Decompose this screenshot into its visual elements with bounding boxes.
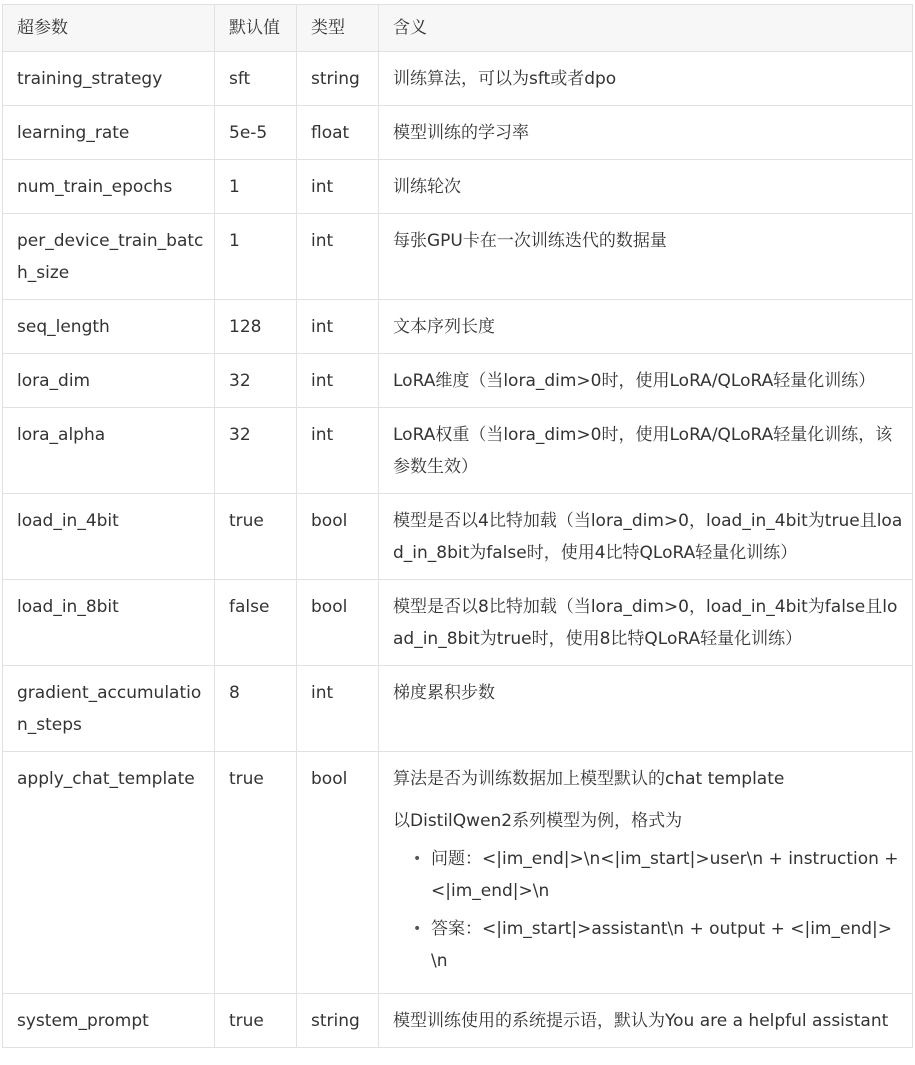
param-description: 文本序列长度: [379, 300, 913, 354]
param-default: 128: [215, 300, 297, 354]
param-type: bool: [297, 494, 379, 580]
param-description: 梯度累积步数: [379, 666, 913, 752]
param-description: 每张GPU卡在一次训练迭代的数据量: [379, 214, 913, 300]
header-type: 类型: [297, 5, 379, 52]
description-text: 算法是否为训练数据加上模型默认的chat template: [393, 769, 785, 789]
param-name: load_in_4bit: [3, 494, 215, 580]
format-list: [393, 843, 904, 977]
param-type: int: [297, 160, 379, 214]
table-row: [3, 408, 913, 494]
param-type: int: [297, 354, 379, 408]
param-description: 模型训练的学习率: [379, 106, 913, 160]
param-name: load_in_8bit: [3, 580, 215, 666]
table-row: [3, 52, 913, 106]
header-default: 默认值: [215, 5, 297, 52]
param-type: string: [297, 994, 379, 1048]
param-type: int: [297, 300, 379, 354]
param-default: 1: [215, 160, 297, 214]
header-param: 超参数: [3, 5, 215, 52]
format-item-question: • 问题：<|im_end|>\n<|im_start|>user\n + instruction + <|im_end|>\n: [431, 843, 904, 907]
param-name: per_device_train_batch_size: [3, 214, 215, 300]
param-description: 训练轮次: [379, 160, 913, 214]
param-name: apply_chat_template: [3, 752, 215, 994]
param-type: float: [297, 106, 379, 160]
param-type: int: [297, 666, 379, 752]
format-note: 以DistilQwen2系列模型为例，格式为: [393, 811, 683, 831]
header-description: 含义: [379, 5, 913, 52]
param-type: bool: [297, 752, 379, 994]
format-item-answer: • 答案：<|im_start|>assistant\n + output + <|im_end|>\n: [431, 913, 904, 977]
table-row: [3, 160, 913, 214]
param-default: sft: [215, 52, 297, 106]
param-default: 32: [215, 354, 297, 408]
table-row: [3, 666, 913, 752]
table-row: [3, 300, 913, 354]
table-row: [3, 494, 913, 580]
table-row: [3, 752, 913, 994]
param-default: 1: [215, 214, 297, 300]
table-row: [3, 106, 913, 160]
param-description: 模型是否以4比特加载（当lora_dim>0，load_in_4bit为true且load_in_8bit为false时，使用4比特QLoRA轻量化训练）: [379, 494, 913, 580]
param-description: LoRA权重（当lora_dim>0时，使用LoRA/QLoRA轻量化训练，该参数生效）: [379, 408, 913, 494]
param-name: gradient_accumulation_steps: [3, 666, 215, 752]
param-name: lora_dim: [3, 354, 215, 408]
param-description: 模型是否以8比特加载（当lora_dim>0，load_in_4bit为false且load_in_8bit为true时，使用8比特QLoRA轻量化训练）: [379, 580, 913, 666]
table-row: [3, 354, 913, 408]
table-row: [3, 580, 913, 666]
param-name: system_prompt: [3, 994, 215, 1048]
param-name: num_train_epochs: [3, 160, 215, 214]
param-type: int: [297, 214, 379, 300]
param-description: LoRA维度（当lora_dim>0时，使用LoRA/QLoRA轻量化训练）: [379, 354, 913, 408]
param-type: string: [297, 52, 379, 106]
param-default: 8: [215, 666, 297, 752]
param-type: int: [297, 408, 379, 494]
param-name: learning_rate: [3, 106, 215, 160]
param-type: bool: [297, 580, 379, 666]
param-default: 32: [215, 408, 297, 494]
param-name: seq_length: [3, 300, 215, 354]
param-default: true: [215, 494, 297, 580]
param-description: 训练算法，可以为sft或者dpo: [379, 52, 913, 106]
hyperparameter-table: [2, 4, 913, 1048]
param-name: lora_alpha: [3, 408, 215, 494]
table-header-row: [3, 5, 913, 52]
param-default: true: [215, 752, 297, 994]
table-row: [3, 214, 913, 300]
table-row: [3, 994, 913, 1048]
param-default: true: [215, 994, 297, 1048]
param-name: training_strategy: [3, 52, 215, 106]
param-default: 5e-5: [215, 106, 297, 160]
param-description: [379, 752, 913, 994]
param-default: false: [215, 580, 297, 666]
param-description: 模型训练使用的系统提示语，默认为You are a helpful assistant: [379, 994, 913, 1048]
